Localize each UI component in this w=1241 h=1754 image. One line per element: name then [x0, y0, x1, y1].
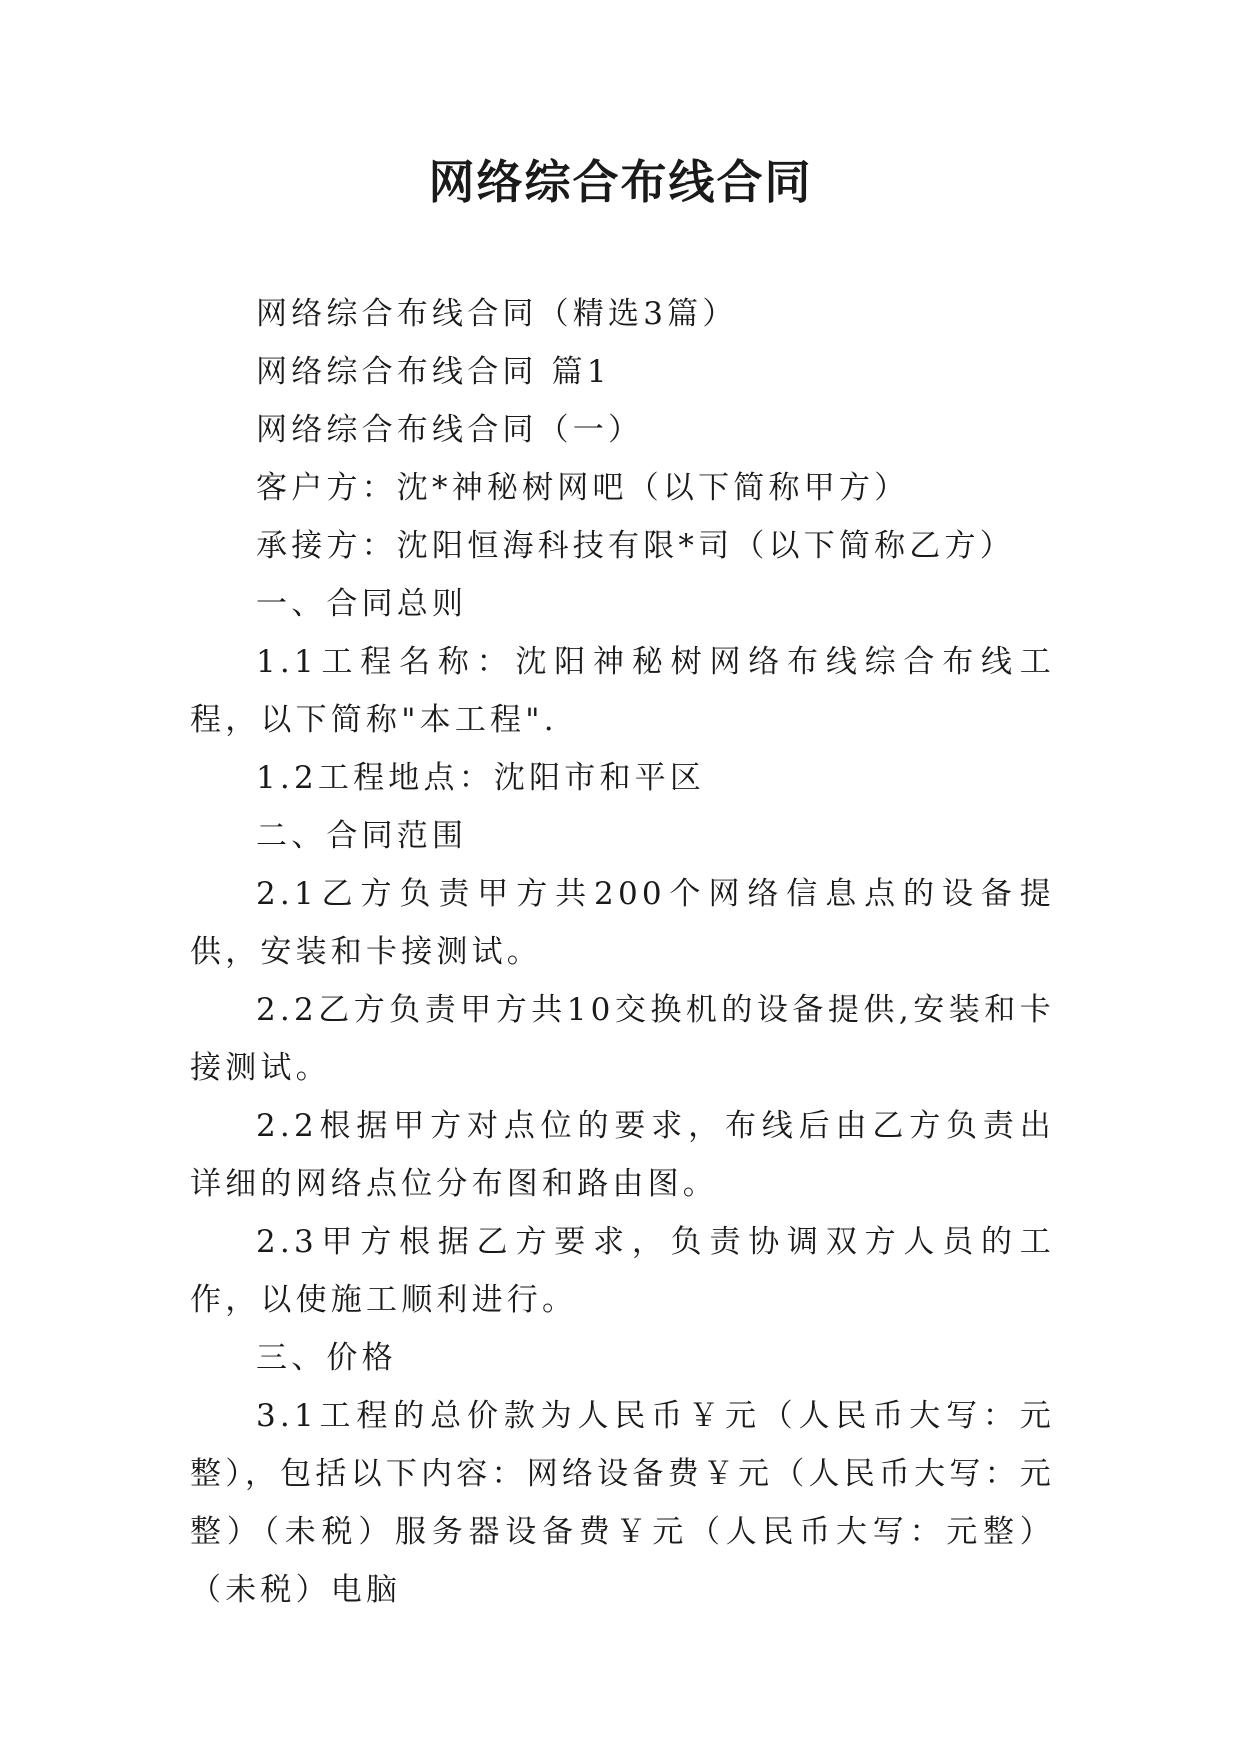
clause-2-3: 2.3甲方根据乙方要求，负责协调双方人员的工作，以使施工顺利进行。	[190, 1224, 1055, 1318]
paragraph-subtitle: 网络综合布线合同（精选3篇）	[256, 296, 738, 332]
paragraph-contractor: 承接方：沈阳恒海科技有限*司（以下简称乙方）	[256, 528, 1015, 564]
clause-2-1: 2.1乙方负责甲方共200个网络信息点的设备提供，安装和卡接测试。	[190, 876, 1055, 970]
section-heading-scope: 二、合同范围	[256, 818, 468, 854]
paragraph-contract-heading: 网络综合布线合同（一）	[256, 412, 644, 448]
clause-1-2: 1.2工程地点：沈阳市和平区	[256, 760, 706, 796]
clause-3-1: 3.1工程的总价款为人民币￥元（人民币大写：元整），包括以下内容：网络设备费￥元（人民币大写：元整）（未税）服务器设备费￥元（人民币大写：元整）（未税）电脑	[190, 1398, 1055, 1608]
clause-1-1: 1.1工程名称：沈阳神秘树网络布线综合布线工程，以下简称"本工程".	[190, 644, 1055, 738]
clause-2-2-a: 2.2乙方负责甲方共10交换机的设备提供,安装和卡接测试。	[190, 992, 1055, 1086]
document-body	[190, 285, 1055, 1619]
paragraph-chapter-heading: 网络综合布线合同 篇1	[256, 354, 611, 390]
document-title: 网络综合布线合同	[428, 155, 813, 209]
section-heading-general: 一、合同总则	[256, 586, 468, 622]
clause-2-2-b: 2.2根据甲方对点位的要求，布线后由乙方负责出详细的网络点位分布图和路由图。	[190, 1108, 1055, 1202]
paragraph-client: 客户方：沈*神秘树网吧（以下简称甲方）	[256, 470, 910, 506]
section-heading-price: 三、价格	[256, 1340, 397, 1376]
